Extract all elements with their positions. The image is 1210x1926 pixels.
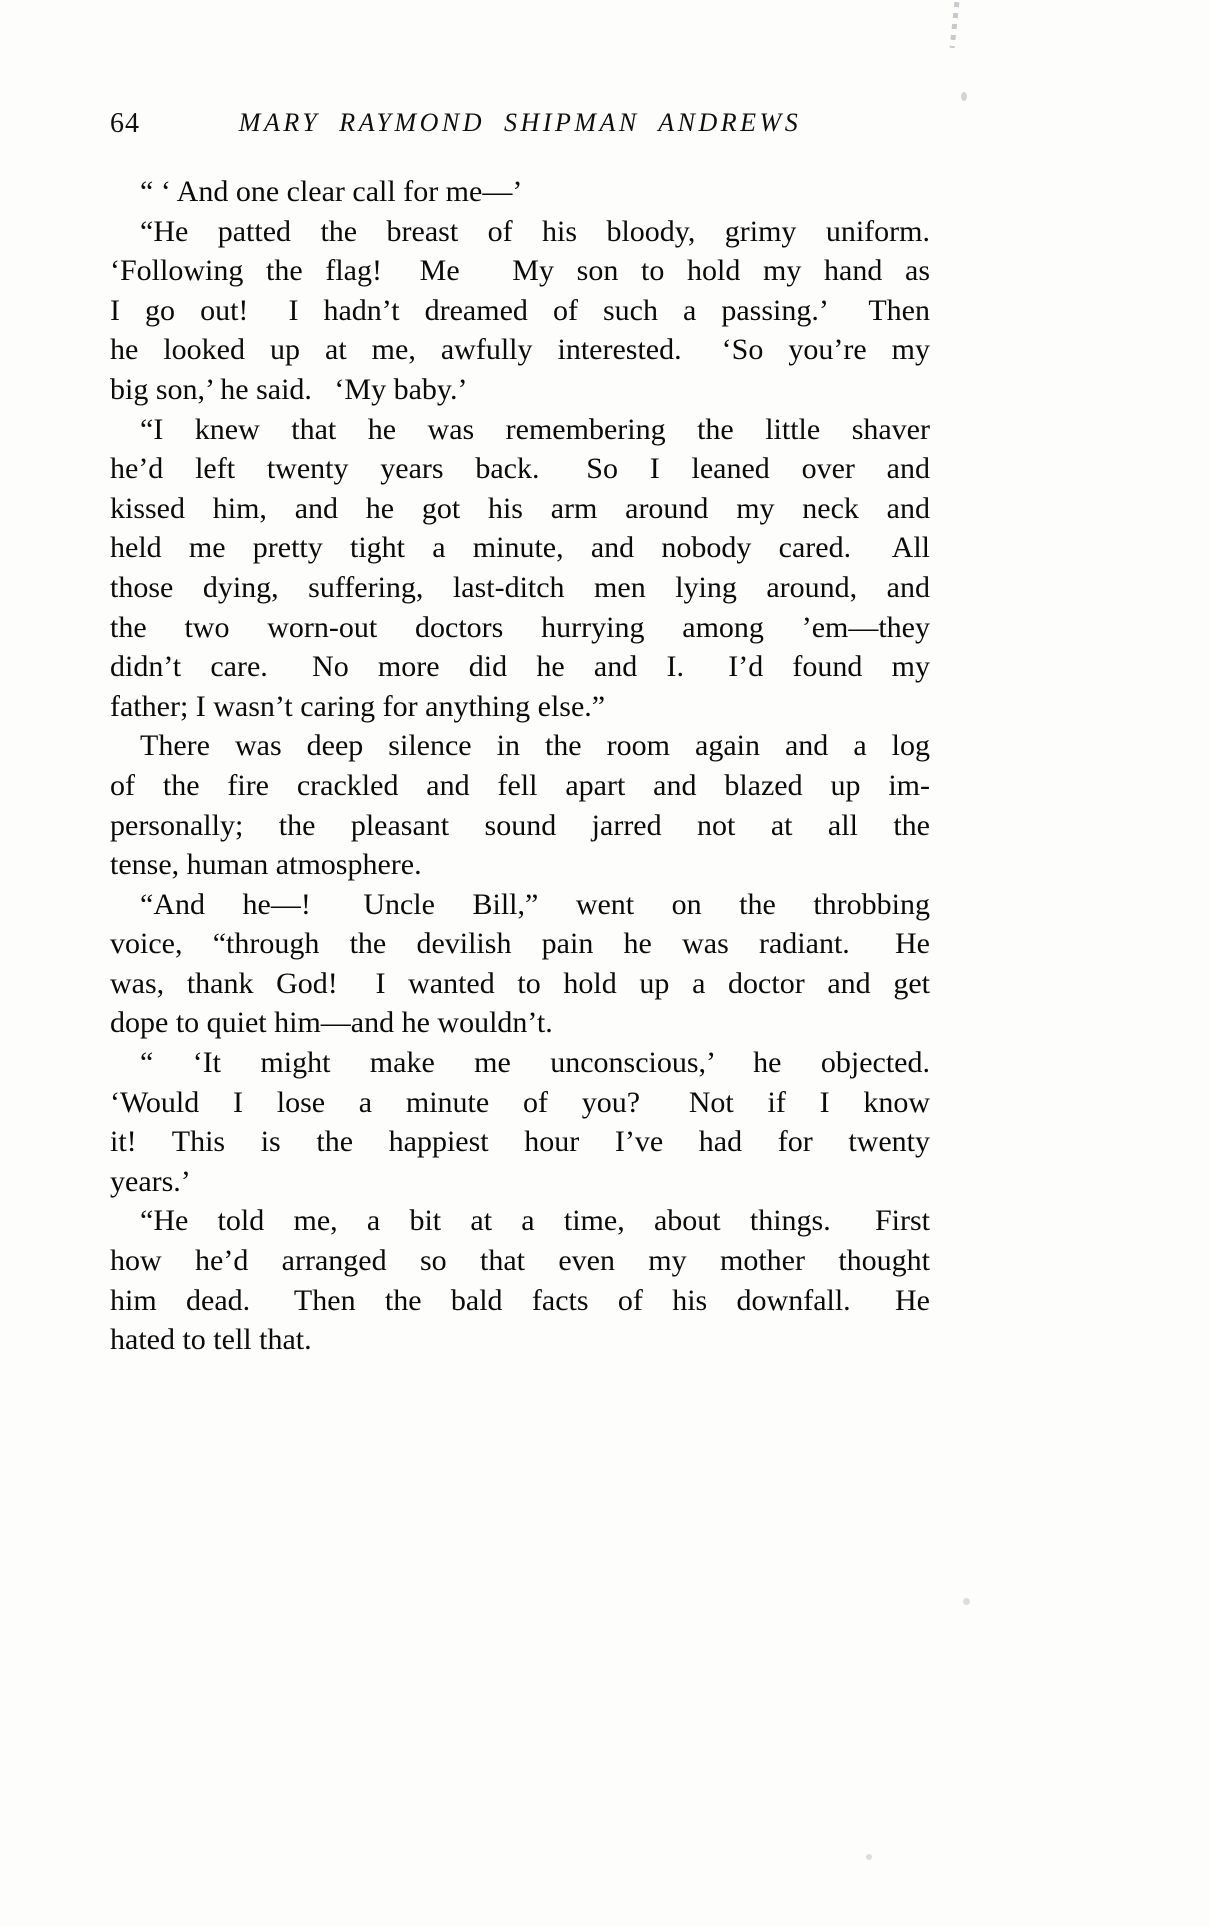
text-line: was, thank God! I wanted to hold up a doctor and get — [110, 966, 930, 1000]
text-line: father; I wasn’t caring for anything else.” — [110, 689, 606, 723]
scan-artifact — [963, 1598, 970, 1605]
text-block — [110, 172, 930, 1360]
text-line: kissed him, and he got his arm around my neck and — [110, 491, 930, 525]
text-line: him dead. Then the bald facts of his downfall. He — [110, 1283, 930, 1317]
text-line: “ ‘ And one clear call for me—’ — [140, 175, 523, 208]
text-line: held me pretty tight a minute, and nobody cared. All — [110, 531, 930, 565]
text-line: the two worn-out doctors hurrying among ’em—they — [110, 610, 930, 644]
text-line: “And he—! Uncle Bill,” went on the throbbing — [140, 887, 930, 921]
text-line: he’d left twenty years back. So I leaned over and — [110, 452, 930, 486]
text-line: “ ‘It might make me unconscious,’ he objected. — [140, 1046, 930, 1080]
text-line: “He told me, a bit at a time, about things. First — [140, 1204, 930, 1238]
text-line: those dying, suffering, last-ditch men lying around, and — [110, 570, 930, 604]
scan-artifact — [950, 2, 960, 48]
text-line: “I knew that he was remembering the little shaver — [140, 412, 930, 446]
text-line: it! This is the happiest hour I’ve had for twenty — [110, 1125, 930, 1159]
text-line: “He patted the breast of his bloody, grimy uniform. — [140, 214, 930, 248]
text-line: years.’ — [110, 1164, 191, 1198]
text-line: hated to tell that. — [110, 1323, 312, 1357]
page-header — [110, 106, 930, 142]
running-header: MARY RAYMOND SHIPMAN ANDREWS — [238, 108, 802, 137]
text-line: ‘Following the flag! Me My son to hold my hand as — [110, 254, 930, 288]
text-line: There was deep silence in the room again and a log — [140, 729, 930, 763]
text-line: he looked up at me, awfully interested. ‘So you’re my — [110, 333, 930, 367]
text-line: ‘Would I lose a minute of you? Not if I know — [110, 1085, 930, 1119]
text-line: tense, human atmosphere. — [110, 848, 422, 882]
scan-artifact — [866, 1854, 872, 1860]
text-line: big son,’ he said. ‘My baby.’ — [110, 372, 468, 406]
text-line: of the fire crackled and fell apart and blazed up im- — [110, 768, 930, 802]
scan-artifact — [961, 92, 967, 101]
text-line: I go out! I hadn’t dreamed of such a passing.’ Then — [110, 293, 930, 327]
text-line: how he’d arranged so that even my mother thought — [110, 1244, 930, 1278]
text-line: voice, “through the devilish pain he was radiant. He — [110, 927, 930, 961]
text-line: didn’t care. No more did he and I. I’d found my — [110, 650, 930, 684]
text-line: personally; the pleasant sound jarred not at all the — [110, 808, 930, 842]
text-line: dope to quiet him—and he wouldn’t. — [110, 1006, 553, 1040]
page-number: 64 — [110, 108, 140, 139]
